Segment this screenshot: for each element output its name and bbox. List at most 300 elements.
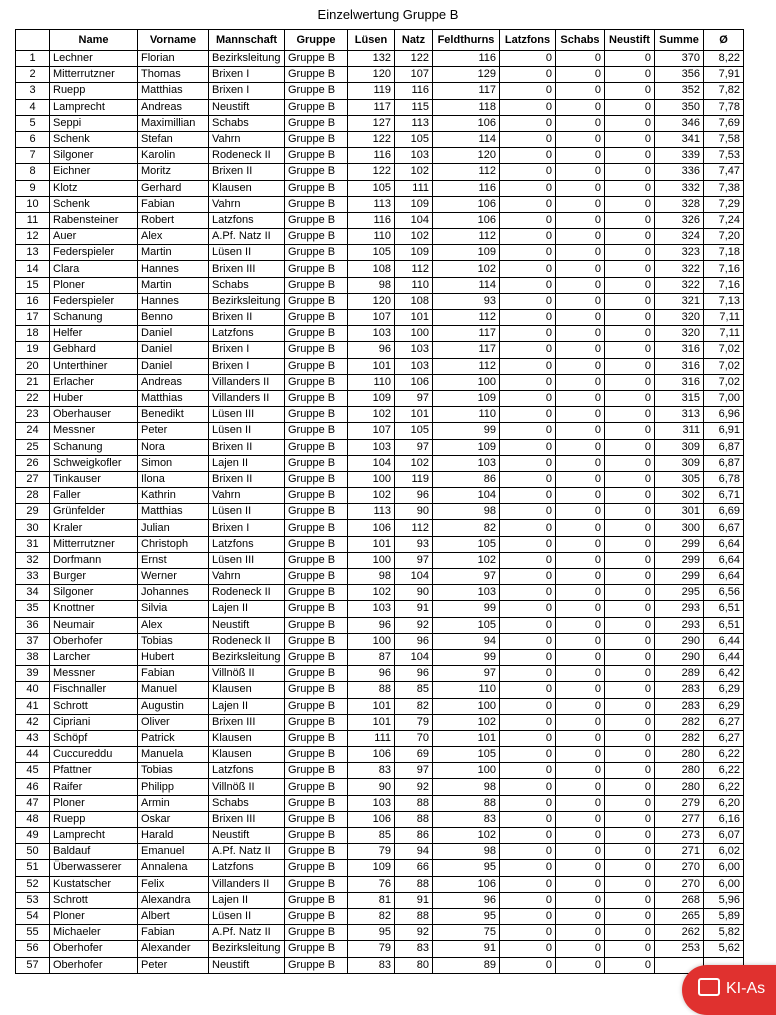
table-row	[16, 180, 744, 196]
cell-natz: 90	[395, 585, 433, 601]
cell-natz: 92	[395, 925, 433, 941]
cell-schabs: 0	[556, 520, 605, 536]
col-header-mannschaft: Mannschaft	[209, 30, 285, 51]
cell-feldthurns: 112	[433, 164, 500, 180]
cell-mannschaft: Klausen	[209, 747, 285, 763]
cell-neustift: 0	[605, 844, 655, 860]
cell-feldthurns: 100	[433, 698, 500, 714]
cell-latzfons: 0	[500, 698, 556, 714]
cell-average: 7,78	[704, 99, 744, 115]
cell-latzfons: 0	[500, 212, 556, 228]
cell-natz: 94	[395, 844, 433, 860]
cell-schabs: 0	[556, 617, 605, 633]
cell-rank: 5	[16, 115, 50, 131]
cell-schabs: 0	[556, 423, 605, 439]
cell-mannschaft: Villnöß II	[209, 666, 285, 682]
cell-gruppe: Gruppe B	[285, 245, 348, 261]
cell-neustift: 0	[605, 585, 655, 601]
cell-schabs: 0	[556, 277, 605, 293]
cell-neustift: 0	[605, 261, 655, 277]
cell-rank: 52	[16, 876, 50, 892]
cell-average: 6,64	[704, 569, 744, 585]
cell-neustift: 0	[605, 698, 655, 714]
cell-vorname: Benedikt	[138, 407, 209, 423]
cell-average: 6,64	[704, 536, 744, 552]
cell-natz: 66	[395, 860, 433, 876]
cell-gruppe: Gruppe B	[285, 795, 348, 811]
table-row	[16, 779, 744, 795]
cell-rank: 24	[16, 423, 50, 439]
cell-average: 5,82	[704, 925, 744, 941]
cell-luesen: 110	[348, 229, 395, 245]
cell-name: Schrott	[50, 892, 138, 908]
cell-mannschaft: Neustift	[209, 99, 285, 115]
cell-summe: 339	[655, 148, 704, 164]
cell-natz: 97	[395, 439, 433, 455]
cell-feldthurns: 99	[433, 601, 500, 617]
cell-luesen: 79	[348, 844, 395, 860]
cell-summe: 332	[655, 180, 704, 196]
cell-schabs: 0	[556, 261, 605, 277]
table-row	[16, 293, 744, 309]
cell-average: 6,22	[704, 779, 744, 795]
cell-summe: 299	[655, 552, 704, 568]
ai-assistant-button[interactable]	[682, 965, 776, 1015]
cell-feldthurns: 112	[433, 229, 500, 245]
table-row	[16, 245, 744, 261]
cell-feldthurns: 98	[433, 844, 500, 860]
cell-luesen: 120	[348, 67, 395, 83]
cell-rank: 42	[16, 714, 50, 730]
cell-summe: 299	[655, 569, 704, 585]
cell-vorname: Gerhard	[138, 180, 209, 196]
cell-gruppe: Gruppe B	[285, 504, 348, 520]
cell-name: Raifer	[50, 779, 138, 795]
cell-rank: 27	[16, 471, 50, 487]
cell-rank: 13	[16, 245, 50, 261]
cell-rank: 36	[16, 617, 50, 633]
cell-natz: 91	[395, 601, 433, 617]
cell-summe: 316	[655, 342, 704, 358]
cell-neustift: 0	[605, 536, 655, 552]
cell-name: Rabensteiner	[50, 212, 138, 228]
cell-gruppe: Gruppe B	[285, 99, 348, 115]
cell-name: Grünfelder	[50, 504, 138, 520]
cell-feldthurns: 110	[433, 407, 500, 423]
cell-summe: 323	[655, 245, 704, 261]
cell-gruppe: Gruppe B	[285, 180, 348, 196]
cell-rank: 16	[16, 293, 50, 309]
col-header-feldthurns: Feldthurns	[433, 30, 500, 51]
cell-rank: 21	[16, 374, 50, 390]
cell-mannschaft: Klausen	[209, 180, 285, 196]
cell-natz: 115	[395, 99, 433, 115]
table-row	[16, 860, 744, 876]
cell-average: 6,27	[704, 714, 744, 730]
cell-natz: 80	[395, 957, 433, 973]
cell-mannschaft: Schabs	[209, 115, 285, 131]
col-header-average: Ø	[704, 30, 744, 51]
cell-luesen: 102	[348, 407, 395, 423]
cell-neustift: 0	[605, 293, 655, 309]
cell-schabs: 0	[556, 666, 605, 682]
cell-luesen: 95	[348, 925, 395, 941]
cell-rank: 53	[16, 892, 50, 908]
cell-luesen: 109	[348, 390, 395, 406]
cell-feldthurns: 101	[433, 730, 500, 746]
cell-mannschaft: Neustift	[209, 617, 285, 633]
cell-neustift: 0	[605, 196, 655, 212]
cell-name: Schenk	[50, 131, 138, 147]
cell-average: 6,29	[704, 682, 744, 698]
cell-summe: 265	[655, 908, 704, 924]
cell-rank: 30	[16, 520, 50, 536]
cell-luesen: 96	[348, 666, 395, 682]
cell-latzfons: 0	[500, 99, 556, 115]
cell-mannschaft: Rodeneck II	[209, 633, 285, 649]
cell-mannschaft: Klausen	[209, 682, 285, 698]
cell-gruppe: Gruppe B	[285, 261, 348, 277]
col-header-vorname: Vorname	[138, 30, 209, 51]
cell-luesen: 105	[348, 180, 395, 196]
cell-name: Clara	[50, 261, 138, 277]
cell-summe: 299	[655, 536, 704, 552]
cell-mannschaft: A.Pf. Natz II	[209, 229, 285, 245]
cell-natz: 111	[395, 180, 433, 196]
cell-schabs: 0	[556, 504, 605, 520]
cell-luesen: 103	[348, 601, 395, 617]
cell-vorname: Oliver	[138, 714, 209, 730]
cell-feldthurns: 88	[433, 795, 500, 811]
cell-average: 6,00	[704, 860, 744, 876]
cell-gruppe: Gruppe B	[285, 536, 348, 552]
cell-rank: 50	[16, 844, 50, 860]
cell-name: Fischnaller	[50, 682, 138, 698]
cell-mannschaft: Rodeneck II	[209, 148, 285, 164]
cell-rank: 4	[16, 99, 50, 115]
cell-name: Mitterrutzner	[50, 536, 138, 552]
cell-neustift: 0	[605, 779, 655, 795]
cell-name: Ruepp	[50, 83, 138, 99]
cell-summe: 279	[655, 795, 704, 811]
cell-vorname: Christoph	[138, 536, 209, 552]
cell-natz: 113	[395, 115, 433, 131]
cell-summe: 313	[655, 407, 704, 423]
cell-latzfons: 0	[500, 148, 556, 164]
cell-latzfons: 0	[500, 310, 556, 326]
cell-name: Kustatscher	[50, 876, 138, 892]
cell-natz: 91	[395, 892, 433, 908]
cell-rank: 51	[16, 860, 50, 876]
cell-schabs: 0	[556, 212, 605, 228]
cell-name: Ploner	[50, 908, 138, 924]
cell-natz: 85	[395, 682, 433, 698]
cell-average: 6,69	[704, 504, 744, 520]
cell-natz: 105	[395, 423, 433, 439]
cell-rank: 22	[16, 390, 50, 406]
cell-luesen: 109	[348, 860, 395, 876]
cell-schabs: 0	[556, 455, 605, 471]
cell-mannschaft: Villanders II	[209, 876, 285, 892]
cell-average: 6,51	[704, 617, 744, 633]
cell-gruppe: Gruppe B	[285, 763, 348, 779]
cell-vorname: Martin	[138, 277, 209, 293]
cell-feldthurns: 116	[433, 180, 500, 196]
col-header-name: Name	[50, 30, 138, 51]
cell-gruppe: Gruppe B	[285, 925, 348, 941]
cell-name: Silgoner	[50, 148, 138, 164]
cell-feldthurns: 106	[433, 212, 500, 228]
cell-average: 7,38	[704, 180, 744, 196]
cell-name: Mitterrutzner	[50, 67, 138, 83]
cell-vorname: Daniel	[138, 342, 209, 358]
cell-gruppe: Gruppe B	[285, 374, 348, 390]
cell-vorname: Maximillian	[138, 115, 209, 131]
cell-name: Federspieler	[50, 245, 138, 261]
cell-schabs: 0	[556, 180, 605, 196]
cell-vorname: Daniel	[138, 326, 209, 342]
cell-summe: 322	[655, 277, 704, 293]
cell-luesen: 103	[348, 326, 395, 342]
cell-luesen: 103	[348, 439, 395, 455]
cell-rank: 55	[16, 925, 50, 941]
cell-schabs: 0	[556, 51, 605, 67]
cell-natz: 100	[395, 326, 433, 342]
cell-gruppe: Gruppe B	[285, 698, 348, 714]
cell-natz: 105	[395, 131, 433, 147]
cell-rank: 11	[16, 212, 50, 228]
cell-feldthurns: 105	[433, 747, 500, 763]
cell-gruppe: Gruppe B	[285, 326, 348, 342]
table-row	[16, 342, 744, 358]
table-row	[16, 277, 744, 293]
cell-schabs: 0	[556, 779, 605, 795]
cell-latzfons: 0	[500, 131, 556, 147]
table-row	[16, 666, 744, 682]
cell-vorname: Florian	[138, 51, 209, 67]
table-row	[16, 633, 744, 649]
cell-rank: 31	[16, 536, 50, 552]
cell-name: Pfattner	[50, 763, 138, 779]
cell-feldthurns: 98	[433, 779, 500, 795]
cell-feldthurns: 96	[433, 892, 500, 908]
cell-gruppe: Gruppe B	[285, 390, 348, 406]
cell-luesen: 100	[348, 633, 395, 649]
cell-name: Oberhofer	[50, 633, 138, 649]
cell-feldthurns: 116	[433, 51, 500, 67]
cell-neustift: 0	[605, 908, 655, 924]
cell-latzfons: 0	[500, 439, 556, 455]
cell-latzfons: 0	[500, 617, 556, 633]
cell-schabs: 0	[556, 941, 605, 957]
cell-vorname: Hubert	[138, 649, 209, 665]
cell-neustift: 0	[605, 471, 655, 487]
table-row	[16, 439, 744, 455]
cell-luesen: 85	[348, 828, 395, 844]
cell-vorname: Silvia	[138, 601, 209, 617]
cell-latzfons: 0	[500, 747, 556, 763]
cell-luesen: 98	[348, 569, 395, 585]
cell-luesen: 101	[348, 358, 395, 374]
cell-vorname: Ilona	[138, 471, 209, 487]
table-row	[16, 649, 744, 665]
cell-vorname: Matthias	[138, 390, 209, 406]
cell-rank: 25	[16, 439, 50, 455]
cell-gruppe: Gruppe B	[285, 892, 348, 908]
cell-gruppe: Gruppe B	[285, 115, 348, 131]
cell-neustift: 0	[605, 277, 655, 293]
cell-name: Huber	[50, 390, 138, 406]
cell-rank: 34	[16, 585, 50, 601]
cell-latzfons: 0	[500, 585, 556, 601]
cell-vorname: Peter	[138, 957, 209, 973]
cell-natz: 82	[395, 698, 433, 714]
cell-feldthurns: 102	[433, 828, 500, 844]
cell-luesen: 76	[348, 876, 395, 892]
cell-rank: 12	[16, 229, 50, 245]
cell-latzfons: 0	[500, 277, 556, 293]
cell-rank: 20	[16, 358, 50, 374]
table-row	[16, 212, 744, 228]
table-row	[16, 99, 744, 115]
cell-natz: 106	[395, 374, 433, 390]
cell-neustift: 0	[605, 666, 655, 682]
cell-average: 6,67	[704, 520, 744, 536]
cell-mannschaft: Vahrn	[209, 569, 285, 585]
cell-natz: 104	[395, 569, 433, 585]
cell-gruppe: Gruppe B	[285, 471, 348, 487]
cell-luesen: 106	[348, 811, 395, 827]
cell-name: Erlacher	[50, 374, 138, 390]
cell-schabs: 0	[556, 439, 605, 455]
cell-feldthurns: 103	[433, 585, 500, 601]
cell-average: 6,20	[704, 795, 744, 811]
cell-neustift: 0	[605, 601, 655, 617]
cell-rank: 17	[16, 310, 50, 326]
cell-vorname: Alexander	[138, 941, 209, 957]
cell-latzfons: 0	[500, 925, 556, 941]
cell-neustift: 0	[605, 423, 655, 439]
cell-luesen: 102	[348, 585, 395, 601]
cell-feldthurns: 117	[433, 342, 500, 358]
cell-mannschaft: Rodeneck II	[209, 585, 285, 601]
cell-average: 6,96	[704, 407, 744, 423]
cell-rank: 38	[16, 649, 50, 665]
table-row	[16, 51, 744, 67]
cell-rank: 44	[16, 747, 50, 763]
cell-feldthurns: 106	[433, 196, 500, 212]
cell-summe: 268	[655, 892, 704, 908]
cell-natz: 92	[395, 617, 433, 633]
cell-mannschaft: Brixen I	[209, 520, 285, 536]
cell-schabs: 0	[556, 828, 605, 844]
cell-luesen: 106	[348, 747, 395, 763]
cell-name: Burger	[50, 569, 138, 585]
cell-feldthurns: 106	[433, 876, 500, 892]
cell-feldthurns: 117	[433, 83, 500, 99]
cell-mannschaft: Lajen II	[209, 698, 285, 714]
cell-natz: 104	[395, 649, 433, 665]
cell-rank: 3	[16, 83, 50, 99]
cell-latzfons: 0	[500, 844, 556, 860]
cell-natz: 104	[395, 212, 433, 228]
cell-gruppe: Gruppe B	[285, 876, 348, 892]
cell-name: Larcher	[50, 649, 138, 665]
cell-name: Ploner	[50, 277, 138, 293]
cell-vorname: Andreas	[138, 99, 209, 115]
cell-vorname: Albert	[138, 908, 209, 924]
cell-feldthurns: 82	[433, 520, 500, 536]
cell-luesen: 88	[348, 682, 395, 698]
cell-schabs: 0	[556, 892, 605, 908]
cell-schabs: 0	[556, 99, 605, 115]
col-header-latzfons: Latzfons	[500, 30, 556, 51]
cell-average: 7,16	[704, 261, 744, 277]
cell-summe: 283	[655, 698, 704, 714]
cell-average: 7,13	[704, 293, 744, 309]
cell-gruppe: Gruppe B	[285, 828, 348, 844]
cell-mannschaft: Latzfons	[209, 763, 285, 779]
cell-neustift: 0	[605, 876, 655, 892]
cell-schabs: 0	[556, 811, 605, 827]
table-row	[16, 310, 744, 326]
cell-gruppe: Gruppe B	[285, 310, 348, 326]
cell-average: 6,16	[704, 811, 744, 827]
cell-summe: 280	[655, 747, 704, 763]
cell-gruppe: Gruppe B	[285, 585, 348, 601]
cell-feldthurns: 86	[433, 471, 500, 487]
cell-summe: 315	[655, 390, 704, 406]
cell-mannschaft: A.Pf. Natz II	[209, 844, 285, 860]
cell-rank: 41	[16, 698, 50, 714]
cell-feldthurns: 105	[433, 617, 500, 633]
cell-luesen: 79	[348, 941, 395, 957]
cell-gruppe: Gruppe B	[285, 957, 348, 973]
cell-schabs: 0	[556, 957, 605, 973]
cell-luesen: 90	[348, 779, 395, 795]
cell-summe: 309	[655, 455, 704, 471]
cell-feldthurns: 109	[433, 439, 500, 455]
cell-natz: 102	[395, 164, 433, 180]
cell-mannschaft: A.Pf. Natz II	[209, 925, 285, 941]
cell-gruppe: Gruppe B	[285, 779, 348, 795]
cell-average: 6,44	[704, 633, 744, 649]
cell-vorname: Manuel	[138, 682, 209, 698]
cell-rank: 45	[16, 763, 50, 779]
cell-mannschaft: Schabs	[209, 795, 285, 811]
cell-schabs: 0	[556, 730, 605, 746]
cell-natz: 97	[395, 390, 433, 406]
cell-schabs: 0	[556, 164, 605, 180]
cell-rank: 8	[16, 164, 50, 180]
cell-neustift: 0	[605, 358, 655, 374]
table-row	[16, 196, 744, 212]
cell-mannschaft: Brixen II	[209, 164, 285, 180]
cell-feldthurns: 112	[433, 310, 500, 326]
cell-average: 7,69	[704, 115, 744, 131]
cell-vorname: Johannes	[138, 585, 209, 601]
cell-neustift: 0	[605, 148, 655, 164]
cell-neustift: 0	[605, 633, 655, 649]
table-row	[16, 941, 744, 957]
cell-feldthurns: 114	[433, 277, 500, 293]
cell-schabs: 0	[556, 747, 605, 763]
cell-latzfons: 0	[500, 423, 556, 439]
cell-latzfons: 0	[500, 261, 556, 277]
cell-natz: 112	[395, 261, 433, 277]
cell-vorname: Patrick	[138, 730, 209, 746]
cell-feldthurns: 129	[433, 67, 500, 83]
